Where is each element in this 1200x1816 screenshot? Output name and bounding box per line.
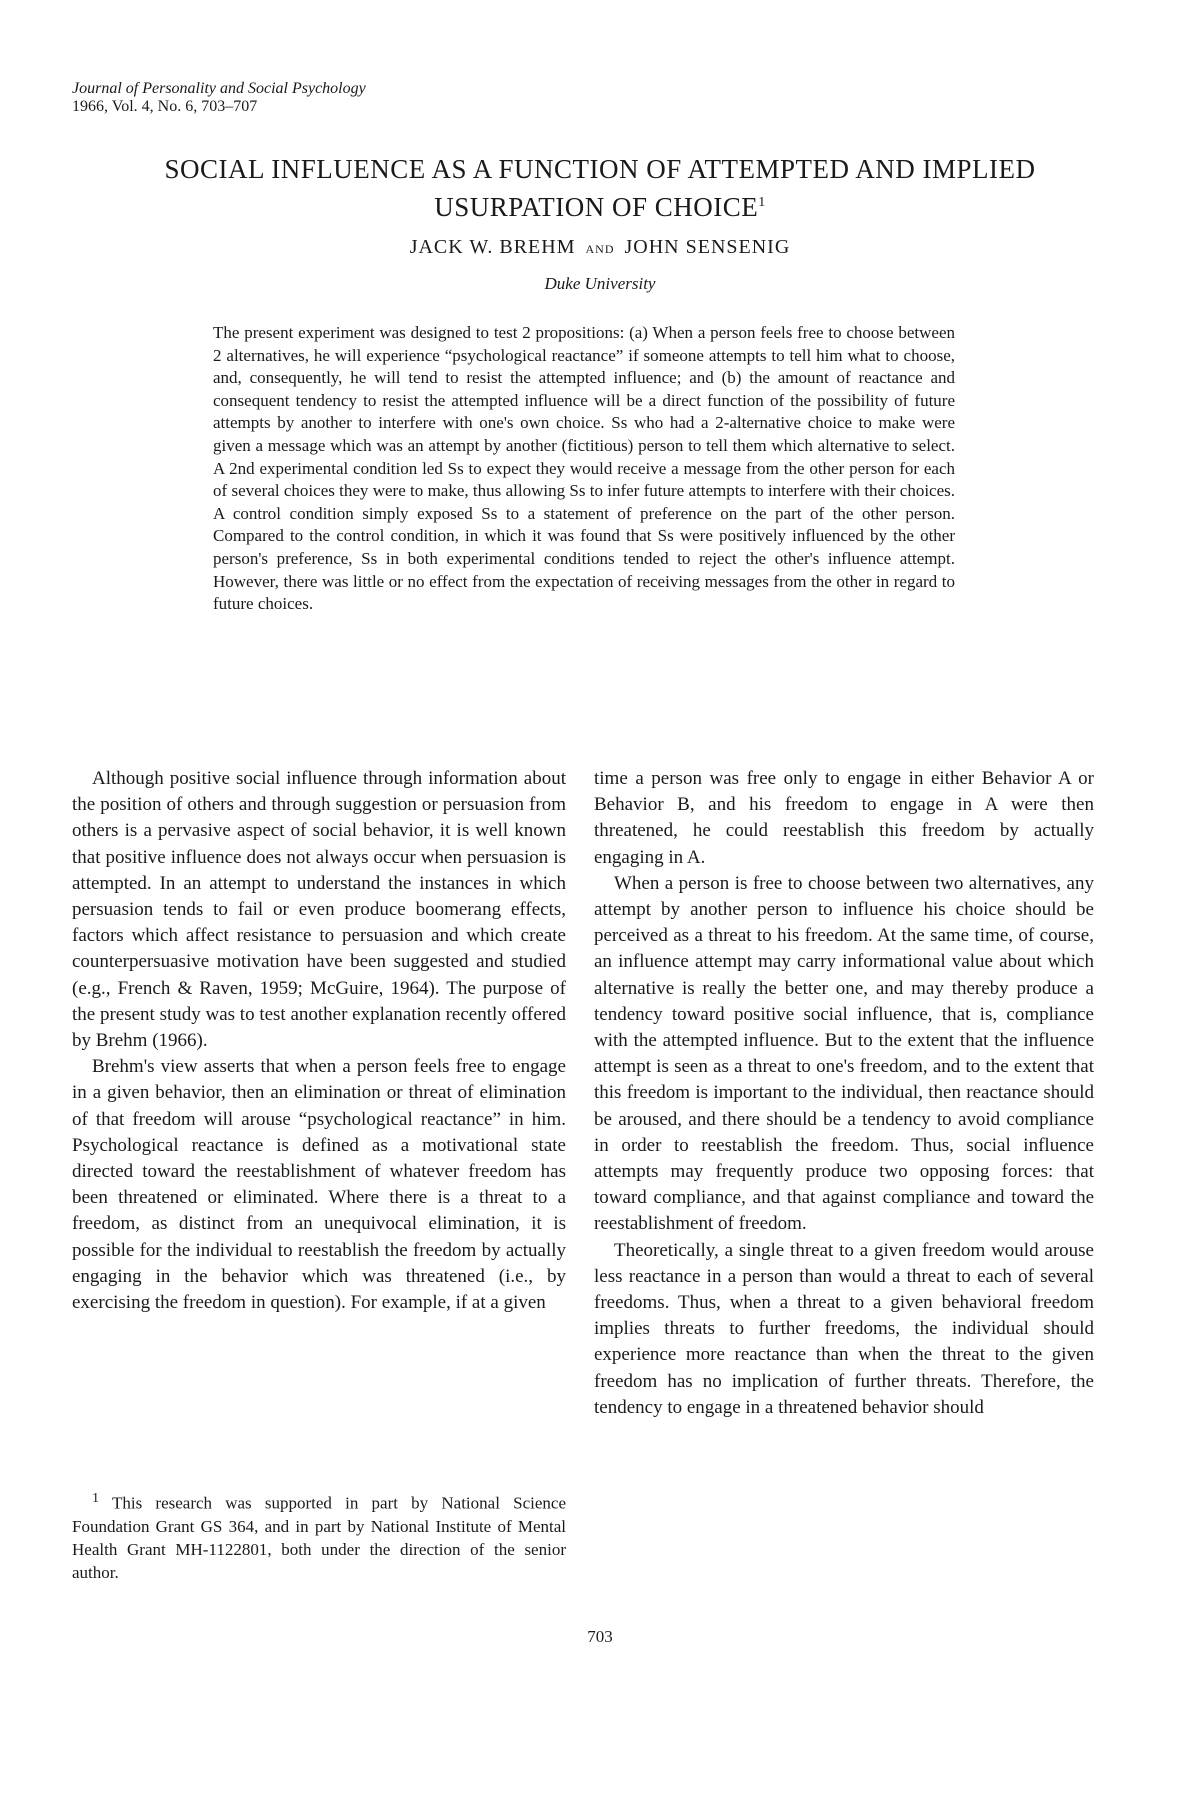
article-title-text: SOCIAL INFLUENCE AS A FUNCTION OF ATTEMPTED AND IMPLIED USURPATION OF CHOICE [164, 154, 1036, 222]
journal-name: Journal of Personality and Social Psychology [72, 80, 366, 97]
author-second: JOHN SENSENIG [624, 236, 791, 258]
journal-header [72, 80, 366, 116]
body-paragraph: time a person was free only to engage in either Behavior A or Behavior B, and his freedom to engage in A were then threatened, he could reestablish this freedom by actually engaging in A. [594, 768, 1094, 868]
footnote [72, 1487, 566, 1584]
abstract: The present experiment was designed to test 2 propositions: (a) When a person feels free to choose between 2 alternatives, he will experience “psychological reactance” if someone attempts to tell him what to choose, and, consequently, he will tend to resist the attempted influence; and (b) the amount of reactance and consequent tendency to resist the attempted influence will be a direct function of the possibility of future attempts by another to interfere with one's own choice. Ss who had a 2-alternative choice to make were given a message which was an attempt by another (fictitious) person to tell them which alternative to select. A 2nd experimental condition led Ss to expect they would receive a message from the other person for each of several choices they were to make, thus allowing Ss to infer future attempts to interfere with their choices. A control condition simply exposed Ss to a statement of preference on the part of the other person. Compared to the control condition, in which it was found that Ss were positively influenced by the other person's preference, Ss in both experimental conditions tended to reject the other's influence attempt. However, there was little or no effect from the expectation of receiving messages from the other in regard to future choices. [213, 323, 955, 614]
body-paragraph: When a person is free to choose between two alternatives, any attempt by another person to influence his choice should be perceived as a threat to his freedom. At the same time, of course, an influence attempt may carry informational value about which alternative is really the better one, and may thereby produce a tendency toward positive social influence, that is, compliance with the attempted influence. But to the extent that the influence attempt is seen as a threat to one's freedom, and to the extent that this freedom is important to the individual, then reactance should be aroused, and there should be a tendency to avoid compliance in order to reestablish the freedom. Thus, social influence attempts may frequently produce two opposing forces: that toward compliance, and that against compliance and toward the reestablishment of freedom. [594, 872, 1094, 1235]
body-column-right [594, 766, 1094, 1421]
journal-citation: 1966, Vol. 4, No. 6, 703–707 [72, 98, 258, 115]
footnote-marker: 1 [92, 1490, 100, 1506]
body-paragraph: Brehm's view asserts that when a person feels free to engage in a given behavior, then an elimination or threat of elimination of that freedom will arouse “psychological reactance” in him. Psychological reactance is defined as a motivational state directed toward the reestablishment of whatever freedom has been threatened or eliminated. Where there is a threat to a freedom, as distinct from an unequivocal elimination, it is possible for the individual to reestablish the freedom by actually engaging in the behavior which was threatened (i.e., by exercising the freedom in question). For example, if at a given [72, 1056, 566, 1314]
affiliation: Duke University [544, 274, 656, 293]
body-paragraph: Theoretically, a single threat to a given freedom would arouse less reactance in a person than would a threat to each of several freedoms. Thus, when a threat to a given behavioral freedom implies threats to further freedoms, the individual should experience more reactance than when the threat to the given freedom has no implication of further threats. Therefore, the tendency to engage in a threatened behavior should [594, 1239, 1094, 1418]
author-conjunction: AND [585, 242, 615, 256]
body-column-left [72, 766, 566, 1316]
article-title [100, 152, 1100, 224]
body-paragraph: Although positive social influence through information about the position of others and through suggestion or persuasion from others is a pervasive aspect of social behavior, it is well known that positive influence does not always occur when persuasion is attempted. In an attempt to understand the instances in which persuasion tends to fail or even produce boomerang effects, factors which affect resistance to persuasion and which create counterpersuasive motivation have been suggested and studied (e.g., French & Raven, 1959; McGuire, 1964). The purpose of the present study was to test another explanation recently offered by Brehm (1966). [72, 768, 567, 1052]
author-line [100, 236, 1100, 259]
title-footnote-marker: 1 [758, 195, 766, 210]
author-first: JACK W. BREHM [409, 236, 576, 258]
page-number: 703 [587, 1627, 613, 1646]
footnote-text: This research was supported in part by National Science Foundation Grant GS 364, and in part by National Institute of Mental Health Grant MH-1122801, both under the direction of the senior author. [72, 1493, 566, 1582]
